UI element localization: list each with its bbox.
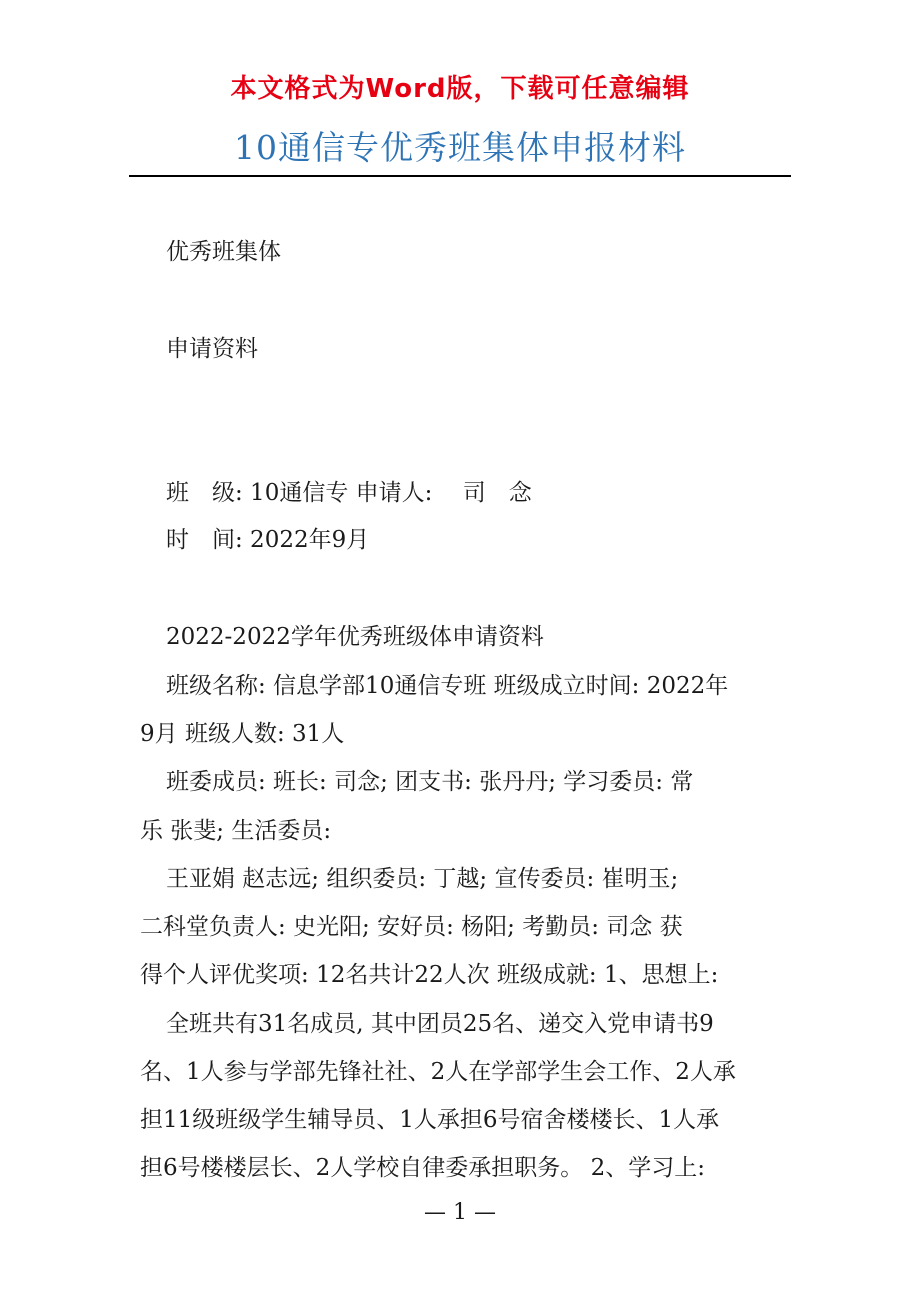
body-line-1: 班级名称: 信息学部10通信专班 班级成立时间: 2022年 (166, 673, 729, 699)
body-line-6: 二科堂负责人: 史光阳; 安好员: 杨阳; 考勤员: 司念 获 (140, 914, 683, 940)
body-line-3: 班委成员: 班长: 司念; 团支书: 张丹丹; 学习委员: 常 (166, 769, 694, 795)
document-title: 10通信专优秀班集体申报材料 (234, 128, 686, 167)
body-heading: 2022-2022学年优秀班级体申请资料 (166, 624, 544, 650)
cover-line-application: 申请资料 (166, 336, 258, 362)
body-line-9: 名、1人参与学部先锋社社、2人在学部学生会工作、2人承 (140, 1059, 736, 1085)
body-line-8: 全班共有31名成员, 其中团员25名、递交入党申请书9 (166, 1011, 714, 1037)
body-line-4: 乐 张斐; 生活委员: (140, 818, 332, 844)
cover-line-excellent-class: 优秀班集体 (166, 239, 281, 265)
cover-time: 时 间: 2022年9月 (166, 527, 370, 553)
page-number: — 1 — (424, 1200, 496, 1225)
body-line-2: 9月 班级人数: 31人 (140, 721, 345, 747)
title-divider (129, 175, 791, 177)
body-line-7: 得个人评优奖项: 12名共计22人次 班级成就: 1、思想上: (140, 962, 719, 988)
format-notice-banner: 本文格式为Word版，下载可任意编辑 (230, 74, 690, 104)
body-line-11: 担6号楼楼层长、2人学校自律委承担职务。 2、学习上: (140, 1155, 705, 1181)
body-line-5: 王亚娟 赵志远; 组织委员: 丁越; 宣传委员: 崔明玉; (166, 866, 679, 892)
body-line-10: 担11级班级学生辅导员、1人承担6号宿舍楼楼长、1人承 (140, 1107, 720, 1133)
cover-class-applicant: 班 级: 10通信专 申请人: 司 念 (166, 480, 532, 506)
